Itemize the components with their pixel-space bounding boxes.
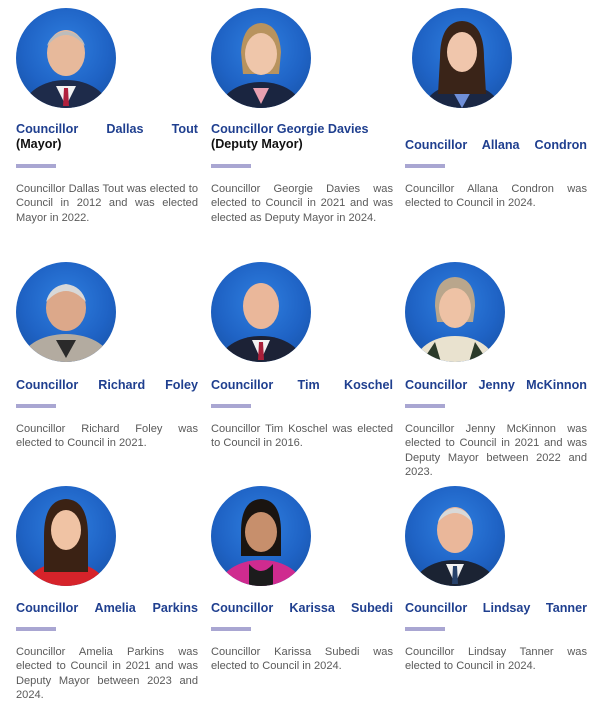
councillor-bio: Councillor Karissa Subedi was elected to Council in 2024. xyxy=(211,646,393,673)
divider xyxy=(211,404,251,408)
councillor-name: Councillor Lindsay Tanner xyxy=(405,601,587,615)
councillor-bio: Councillor Amelia Parkins was elected to Council in 2021 and was Deputy Mayor between 2023 and 2024. xyxy=(16,646,198,702)
councillor-bio: Councillor Allana Condron was elected to Council in 2024. xyxy=(405,183,587,210)
councillor-name: Councillor Allana Condron xyxy=(405,138,587,152)
councillor-photo xyxy=(16,262,116,362)
councillor-photo xyxy=(16,486,116,586)
councillor-name: Councillor Jenny McKinnon xyxy=(405,378,587,392)
divider xyxy=(211,164,251,168)
councillor-photo xyxy=(412,8,512,108)
councillor-bio: Councillor Lindsay Tanner was elected to Council in 2024. xyxy=(405,646,587,673)
councillor-name: Councillor Amelia Parkins xyxy=(16,601,198,615)
councillor-role: (Deputy Mayor) xyxy=(211,137,303,151)
councillor-bio: Councillor Georgie Davies was elected to Council in 2021 and was elected as Deputy Mayor in 2024. xyxy=(211,183,393,224)
councillor-photo xyxy=(405,262,505,362)
councillor-name: Councillor Richard Foley xyxy=(16,378,198,392)
divider xyxy=(16,404,56,408)
councillor-name: Councillor Tim Koschel xyxy=(211,378,393,392)
councillor-photo xyxy=(405,486,505,586)
divider xyxy=(405,404,445,408)
councillor-name: Councillor Karissa Subedi xyxy=(211,601,393,615)
councillor-photo xyxy=(211,486,311,586)
councillor-name: Councillor Georgie Davies xyxy=(211,122,369,136)
divider xyxy=(405,627,445,631)
councillor-role: (Mayor) xyxy=(16,137,62,151)
divider xyxy=(405,164,445,168)
divider xyxy=(16,164,56,168)
councillor-bio: Councillor Richard Foley was elected to Council in 2021. xyxy=(16,423,198,450)
councillor-bio: Councillor Dallas Tout was elected to Council in 2012 and was elected Mayor in 2022. xyxy=(16,183,198,224)
councillor-name: Councillor Dallas Tout xyxy=(16,122,198,136)
councillor-photo xyxy=(211,262,311,362)
councillor-bio: Councillor Jenny McKinnon was elected to Council in 2021 and was Deputy Mayor between 2022 and 2023. xyxy=(405,423,587,479)
divider xyxy=(211,627,251,631)
divider xyxy=(16,627,56,631)
councillor-photo xyxy=(211,8,311,108)
councillor-bio: Councillor Tim Koschel was elected to Council in 2016. xyxy=(211,423,393,450)
councillor-photo xyxy=(16,8,116,108)
